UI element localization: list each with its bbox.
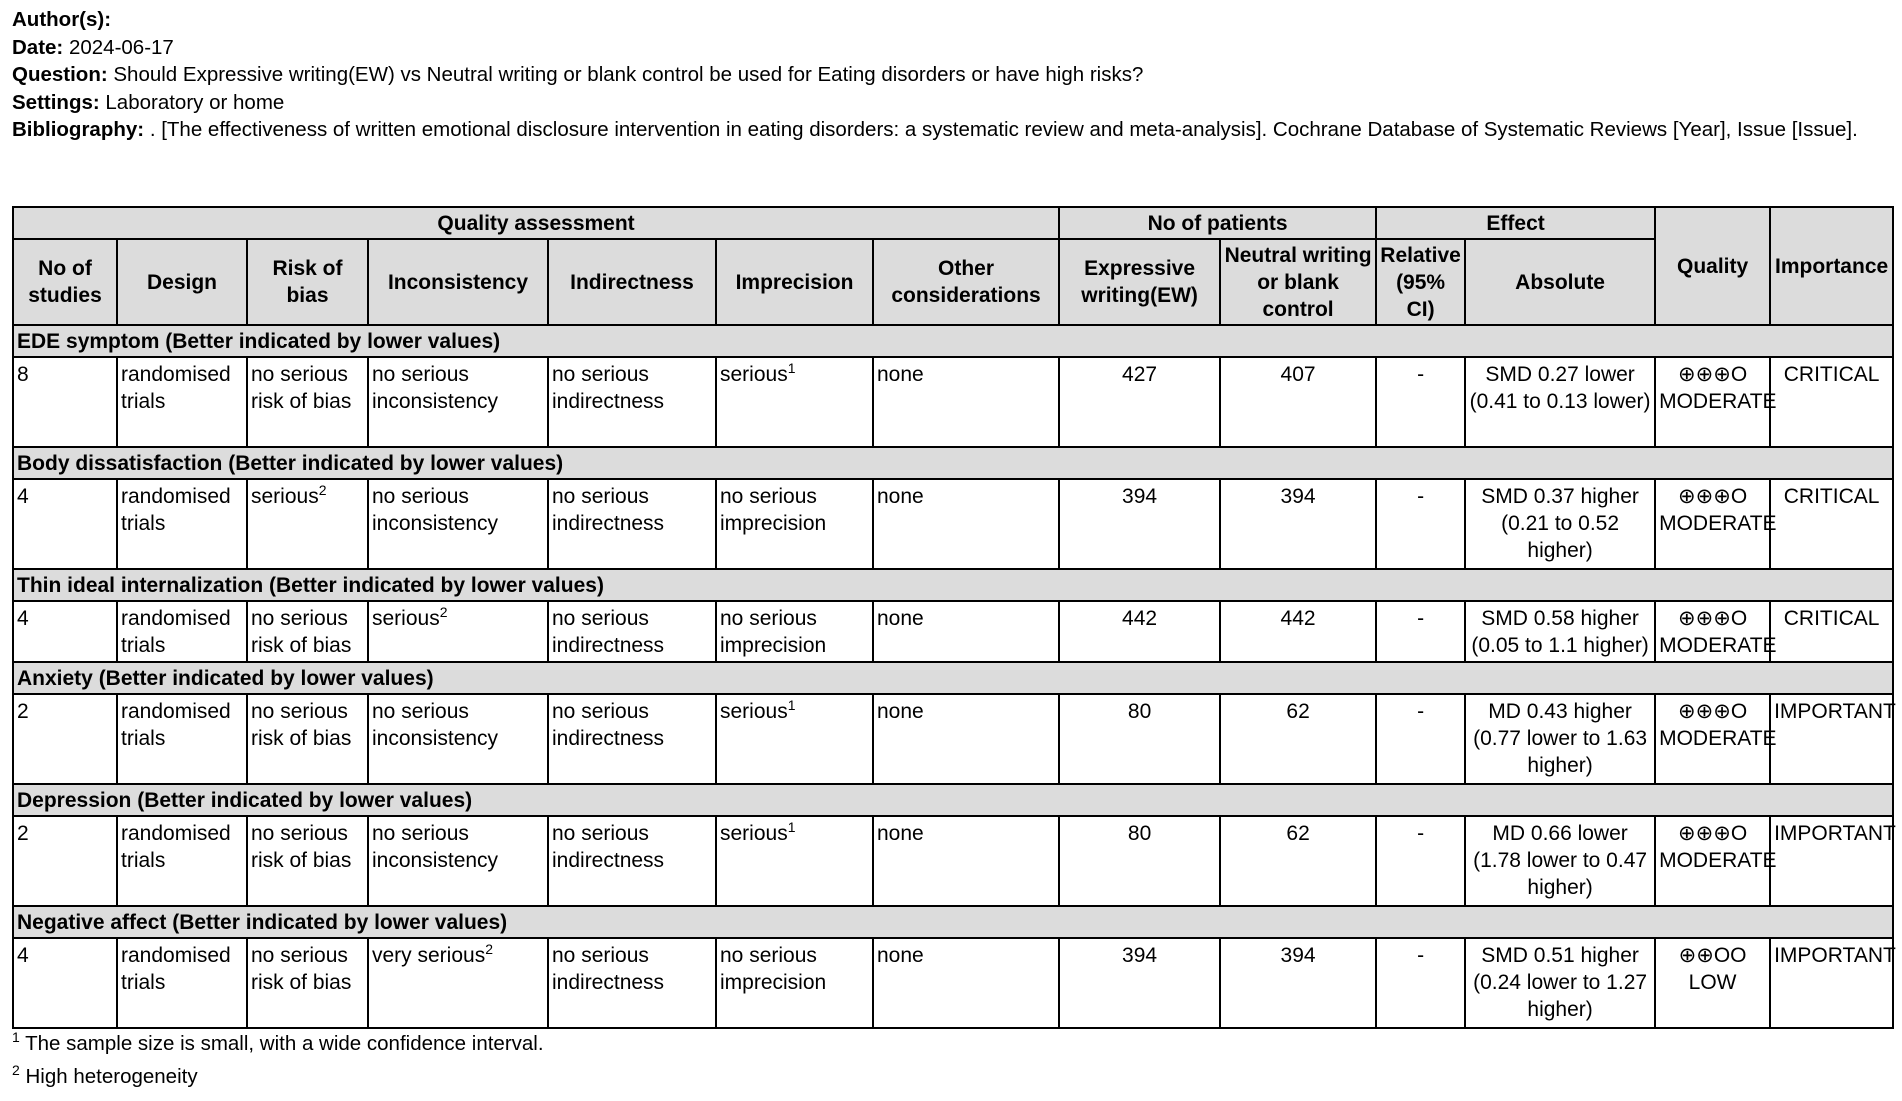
importance-cell: IMPORTANT (1770, 694, 1893, 784)
outcome-header-row (13, 784, 1893, 816)
col-intervention: Expressive writing(EW) (1059, 239, 1220, 325)
relative-effect-cell: - (1376, 816, 1465, 906)
table-row (13, 694, 1893, 784)
risk-of-bias-text: no serious risk of bias (251, 944, 352, 994)
risk-of-bias-text: no serious risk of bias (251, 822, 352, 872)
settings-label: Settings: (12, 90, 100, 114)
imprecision-text: no serious imprecision (720, 607, 827, 657)
quality-rating: MODERATE (1659, 512, 1777, 535)
question-line (12, 61, 1892, 89)
inconsistency-text: no serious inconsistency (372, 822, 499, 872)
control-count-cell: 62 (1220, 694, 1376, 784)
settings-line (12, 89, 1892, 117)
control-count-cell: 407 (1220, 357, 1376, 447)
document-header (12, 6, 1892, 144)
importance-cell: CRITICAL (1770, 601, 1893, 662)
imprecision-text: serious (720, 700, 788, 723)
absolute-effect-cell: SMD 0.37 higher (0.21 to 0.52 higher) (1465, 479, 1655, 569)
outcome-header-row (13, 325, 1893, 357)
settings-value: Laboratory or home (105, 90, 285, 114)
inconsistency-cell (368, 816, 548, 906)
quality-cell (1655, 479, 1777, 569)
other-considerations-cell: none (873, 694, 1059, 784)
design-cell: randomised trials (117, 938, 247, 1028)
absolute-effect-cell: SMD 0.58 higher (0.05 to 1.1 higher) (1465, 601, 1655, 662)
imprecision-cell (716, 938, 873, 1028)
footnote-ref: 1 (787, 697, 796, 713)
inconsistency-text: no serious inconsistency (372, 700, 499, 750)
quality-symbol: ⊕⊕⊕O (1678, 607, 1748, 630)
no-of-patients-header: No of patients (1059, 207, 1376, 239)
table-row (13, 357, 1893, 447)
design-cell: randomised trials (117, 357, 247, 447)
design-cell: randomised trials (117, 479, 247, 569)
inconsistency-cell (368, 357, 548, 447)
relative-effect-cell: - (1376, 479, 1465, 569)
outcome-title: Negative affect (Better indicated by lower values) (13, 906, 1893, 938)
intervention-count-cell: 80 (1059, 816, 1220, 906)
relative-effect-cell: - (1376, 938, 1465, 1028)
intervention-count-cell: 394 (1059, 479, 1220, 569)
risk-of-bias-cell (247, 601, 368, 662)
col-control: Neutral writing or blank control (1220, 239, 1376, 325)
importance-cell: IMPORTANT (1770, 816, 1893, 906)
imprecision-text: serious (720, 822, 788, 845)
absolute-effect-cell: SMD 0.27 lower (0.41 to 0.13 lower) (1465, 357, 1655, 447)
col-no-of-studies: No of studies (13, 239, 117, 325)
risk-of-bias-cell (247, 479, 368, 569)
other-considerations-cell: none (873, 816, 1059, 906)
importance-header: Importance (1770, 207, 1893, 325)
risk-of-bias-text: no serious risk of bias (251, 363, 352, 413)
importance-cell: IMPORTANT (1770, 938, 1893, 1028)
question-value: Should Expressive writing(EW) vs Neutral writing or blank control be used for Eating disorders or have high risks? (113, 63, 1144, 86)
author-label: Author(s): (12, 8, 112, 31)
quality-rating: MODERATE (1659, 849, 1777, 872)
quality-header: Quality (1655, 207, 1770, 325)
inconsistency-cell (368, 601, 548, 662)
risk-of-bias-cell (247, 357, 368, 447)
imprecision-cell (716, 357, 873, 447)
other-considerations-cell: none (873, 938, 1059, 1028)
imprecision-cell (716, 479, 873, 569)
indirectness-cell: no serious indirectness (548, 938, 716, 1028)
intervention-count-cell: 427 (1059, 357, 1220, 447)
footnote-1 (12, 1030, 544, 1057)
control-count-cell: 394 (1220, 479, 1376, 569)
date-label: Date: (12, 35, 64, 59)
quality-symbol: ⊕⊕⊕O (1678, 822, 1748, 845)
imprecision-text: no serious imprecision (720, 485, 827, 535)
other-considerations-cell: none (873, 357, 1059, 447)
footnote-text: High heterogeneity (25, 1065, 198, 1088)
studies-cell: 4 (13, 601, 117, 662)
other-considerations-cell: none (873, 479, 1059, 569)
quality-cell (1655, 816, 1777, 906)
studies-cell: 4 (13, 938, 117, 1028)
imprecision-text: no serious imprecision (720, 944, 827, 994)
quality-symbol: ⊕⊕⊕O (1678, 700, 1748, 723)
quality-cell (1655, 357, 1777, 447)
intervention-count-cell: 394 (1059, 938, 1220, 1028)
risk-of-bias-text: serious (251, 485, 319, 508)
control-count-cell: 62 (1220, 816, 1376, 906)
footnote-ref: 2 (439, 604, 448, 620)
quality-rating: MODERATE (1659, 727, 1777, 750)
outcome-header-row (13, 447, 1893, 479)
outcome-title: Body dissatisfaction (Better indicated by lower values) (13, 447, 1893, 479)
risk-of-bias-cell (247, 694, 368, 784)
absolute-effect-cell: SMD 0.51 higher (0.24 lower to 1.27 higher) (1465, 938, 1655, 1028)
quality-symbol: ⊕⊕⊕O (1678, 485, 1748, 508)
outcome-title: Depression (Better indicated by lower values) (13, 784, 1893, 816)
quality-cell (1655, 601, 1777, 662)
col-absolute: Absolute (1465, 239, 1655, 325)
footnote-2 (12, 1063, 198, 1090)
absolute-effect-cell: MD 0.66 lower (1.78 lower to 0.47 higher) (1465, 816, 1655, 906)
indirectness-cell: no serious indirectness (548, 601, 716, 662)
question-label: Question: (12, 63, 108, 86)
col-indirectness: Indirectness (548, 239, 716, 325)
outcome-title: EDE symptom (Better indicated by lower values) (13, 325, 1893, 357)
quality-rating: MODERATE (1659, 634, 1777, 657)
column-header-row (13, 239, 1893, 325)
effect-header: Effect (1376, 207, 1655, 239)
risk-of-bias-cell (247, 816, 368, 906)
quality-symbol: ⊕⊕⊕O (1678, 363, 1748, 386)
control-count-cell: 442 (1220, 601, 1376, 662)
risk-of-bias-text: no serious risk of bias (251, 700, 352, 750)
importance-cell: CRITICAL (1770, 479, 1893, 569)
studies-cell: 2 (13, 694, 117, 784)
footnote-ref: 1 (787, 360, 796, 376)
bibliography-value: . [The effectiveness of written emotional disclosure intervention in eating disorders: a systematic review and meta-analysis]. Cochrane Database of Systematic Reviews [Year], Issue [Issue]. (149, 118, 1858, 141)
relative-effect-cell: - (1376, 601, 1465, 662)
table-row (13, 479, 1893, 569)
imprecision-cell (716, 694, 873, 784)
grade-evidence-table (12, 206, 1894, 1029)
relative-effect-cell: - (1376, 694, 1465, 784)
group-header-row (13, 207, 1893, 239)
risk-of-bias-text: no serious risk of bias (251, 607, 352, 657)
control-count-cell: 394 (1220, 938, 1376, 1028)
quality-rating: MODERATE (1659, 390, 1777, 413)
imprecision-text: serious (720, 363, 788, 386)
indirectness-cell: no serious indirectness (548, 816, 716, 906)
footnote-ref: 2 (485, 941, 493, 957)
indirectness-cell: no serious indirectness (548, 479, 716, 569)
bibliography-label: Bibliography: (12, 118, 145, 141)
outcome-title: Anxiety (Better indicated by lower values) (13, 662, 1893, 694)
inconsistency-cell (368, 694, 548, 784)
relative-effect-cell: - (1376, 357, 1465, 447)
bibliography-line (12, 116, 1892, 144)
risk-of-bias-cell (247, 938, 368, 1028)
outcome-header-row (13, 906, 1893, 938)
absolute-effect-cell: MD 0.43 higher (0.77 lower to 1.63 higher) (1465, 694, 1655, 784)
inconsistency-cell (368, 938, 548, 1028)
table-row (13, 816, 1893, 906)
intervention-count-cell: 80 (1059, 694, 1220, 784)
studies-cell: 8 (13, 357, 117, 447)
footnote-ref: 2 (318, 482, 327, 498)
importance-cell: CRITICAL (1770, 357, 1893, 447)
date-line (12, 34, 1892, 62)
col-relative: Relative (95% CI) (1376, 239, 1465, 325)
imprecision-cell (716, 816, 873, 906)
footnote-ref: 1 (787, 819, 796, 835)
design-cell: randomised trials (117, 694, 247, 784)
col-imprecision: Imprecision (716, 239, 873, 325)
date-value: 2024-06-17 (68, 35, 174, 59)
footnote-text: The sample size is small, with a wide confidence interval. (25, 1032, 544, 1055)
outcomes-body (13, 325, 1896, 1028)
design-cell: randomised trials (117, 816, 247, 906)
table-row (13, 601, 1893, 662)
inconsistency-text: very serious (372, 944, 486, 967)
imprecision-cell (716, 601, 873, 662)
studies-cell: 4 (13, 479, 117, 569)
intervention-count-cell: 442 (1059, 601, 1220, 662)
col-design: Design (117, 239, 247, 325)
indirectness-cell: no serious indirectness (548, 357, 716, 447)
quality-cell (1655, 938, 1770, 1028)
outcome-title: Thin ideal internalization (Better indicated by lower values) (13, 569, 1893, 601)
author-line (12, 6, 1892, 34)
col-other-considerations: Other considerations (873, 239, 1059, 325)
col-inconsistency: Inconsistency (368, 239, 548, 325)
outcome-header-row (13, 662, 1893, 694)
table-row (13, 938, 1893, 1028)
footnote-mark: 1 (12, 1029, 20, 1046)
quality-rating: LOW (1688, 971, 1737, 994)
indirectness-cell: no serious indirectness (548, 694, 716, 784)
studies-cell: 2 (13, 816, 117, 906)
quality-assessment-header: Quality assessment (13, 207, 1059, 239)
other-considerations-cell: none (873, 601, 1059, 662)
footnote-mark: 2 (12, 1062, 20, 1079)
outcome-header-row (13, 569, 1893, 601)
design-cell: randomised trials (117, 601, 247, 662)
inconsistency-text: no serious inconsistency (372, 363, 499, 413)
col-risk-of-bias: Risk of bias (247, 239, 368, 325)
inconsistency-cell (368, 479, 548, 569)
inconsistency-text: no serious inconsistency (372, 485, 499, 535)
quality-symbol: ⊕⊕OO (1678, 944, 1747, 967)
inconsistency-text: serious (372, 607, 440, 630)
quality-cell (1655, 694, 1777, 784)
